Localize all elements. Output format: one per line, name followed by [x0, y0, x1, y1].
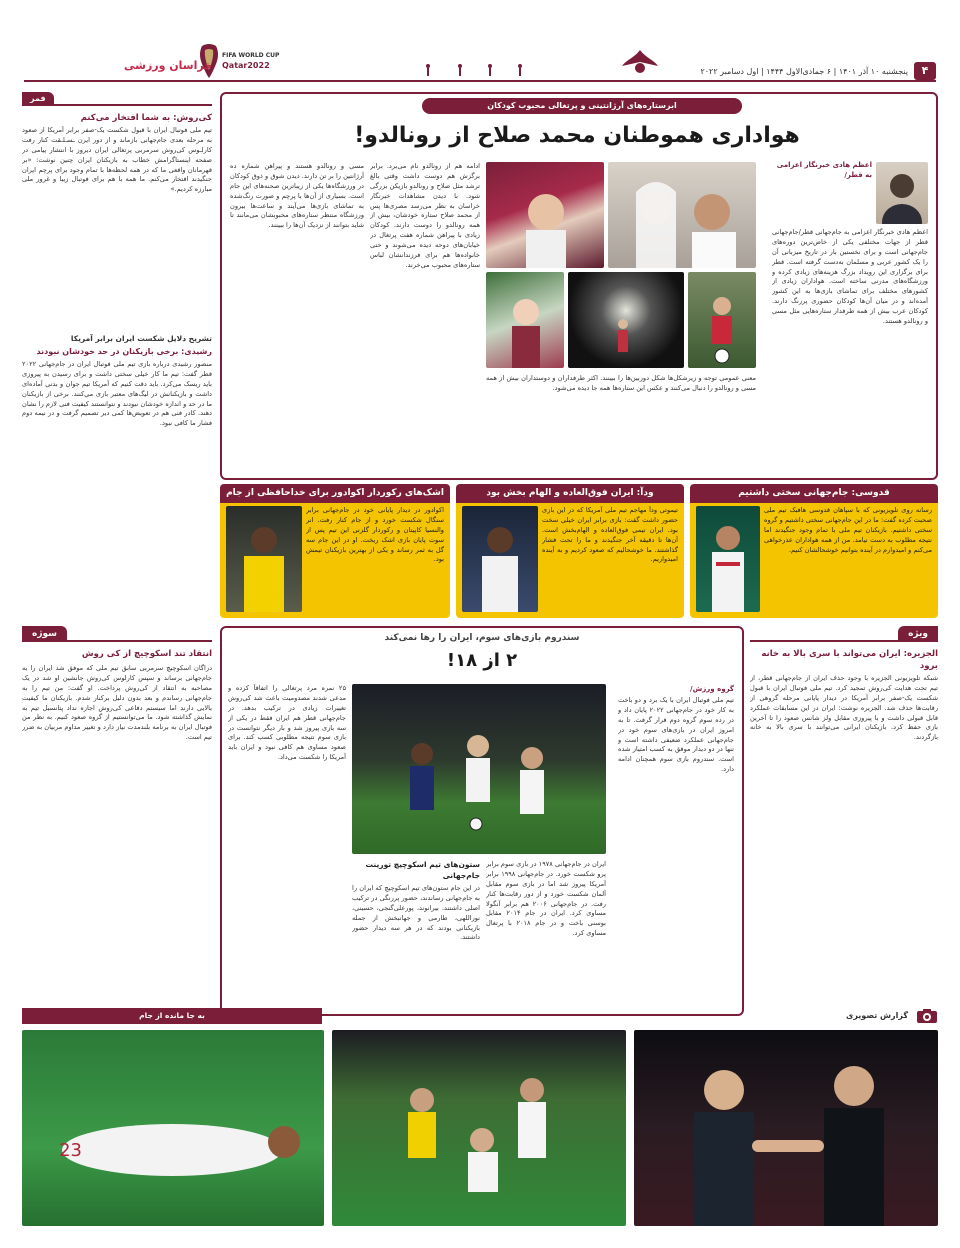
author-line: اعظم هادی خبرنگار اعزامی به قطر/	[776, 161, 872, 180]
emblem-icon	[618, 48, 662, 78]
row2-title-3: اشک‌های رکوردار اکوادور برای خداحافظی از جام	[220, 484, 450, 503]
row2-box-3	[220, 486, 450, 618]
row2-box-1	[690, 486, 938, 618]
left-top-text-1: تیم ملی فوتبال ایران با قبول شکست یک-صفر برابر آمریکا از صعود به مرحله بعدی جام‌جهانی بازماند و از دور ایرن ـسـلـقت کنار رفت کارلـوس کی‌روش سرمربی پرتغالی ایران دیروز با انتشار پیامی در صفحه اینستاگرامش خطاب به بازیکنان ایران چنین نوشت: «بر قهرمانان واقعی ما که در همه لحظه‌ها با تمام وجود برای پرچم ایران جنگیدند افتخار می‌کنم. ما همه با هم برای فوتبال زیبا و غرور ملی مبارزه کردیم.»	[22, 126, 212, 194]
author-photo	[876, 162, 928, 224]
boy-ball-photo	[688, 272, 756, 368]
camera-icon	[916, 1008, 938, 1024]
center-byline: گروه ورزش/	[690, 685, 734, 693]
date-line: پنجشنبه ۱۰ آذر ۱۴۰۱ | ۶ جمادی‌الاول ۱۴۴۴ | اول دسامبر ۲۰۲۲	[700, 67, 908, 76]
stadium-icon	[568, 272, 684, 368]
main-feature-box	[220, 92, 938, 480]
row2-title-1: قدوسی: جام‌جهانی سختی داشتیم	[690, 484, 938, 503]
right-bottom-column	[750, 626, 938, 1016]
row2-text-3: اکوادور در دیدار پایانی خود در جام‌جهانی برابر سنگال شکست خورد و از جام کنار رفت. انر والنسیا کاپیتان و رکوردار گلزنی این تیم پس از سوت پایان بازی اشک ریخت. او در این جام سه گل به ثمر رساند و یکی از بهترین بازیکنان تیمش بود.	[306, 506, 444, 564]
girl-photo	[486, 272, 564, 368]
kid-with-flag-photo	[486, 162, 604, 268]
player-lying-photo	[22, 1030, 324, 1226]
page-number-box	[914, 62, 936, 80]
main-col-right: اعظم هادی خبرنگار اعزامی به جام‌جهانی قطر/جام‌جهانی قطر از جهات مختلفی یکی از خاص‌ترین دوره‌های جام‌جهانی است و برای نخستین بار در تاریخ میزبانی آن را یک کشور عربی و مسلمان به‌دست گرفته است. قطر برای برگزاری این رویداد بزرگ هزینه‌های زیادی کرده و ورزشگاه‌های مدرنی ساخته است. هواداران زیادی از کشورهای مختلف برای تماشای بازی‌ها به این کشور آمده‌اند و در میان آن‌ها کودکان حضوری پررنگ دارند. کودکان عرب بیش از همه طرفدار ستاره‌هایی مثل مسی و رونالدو هستند.	[772, 228, 928, 326]
kid-with-flag-icon	[486, 162, 604, 268]
stadium-photo	[568, 272, 684, 368]
left-column-bottom	[22, 626, 212, 1002]
right-bottom-heading: الجزیره: ایران می‌تواند با سری بالا به خانه برود	[761, 649, 938, 672]
right-bottom-tag-bar	[750, 626, 938, 642]
player-icon	[696, 506, 760, 612]
main-col-left: مسی و رونالدو هستند و پیراهن شماره ده آرژانتین را بر تن دارند. دیدن شوق و ذوق کودکان در ورزشگاه‌ها یکی از زیباترین صحنه‌های این جام است. بسیاری از آن‌ها با پرچم و صورت رنگ‌شده به تماشای بازی‌ها می‌آیند و ساعت‌ها بیرون ورزشگاه منتظر ستاره‌های محبوبشان می‌مانند تا شاید بتوانند از نزدیک آن‌ها را ببینند.	[230, 162, 364, 230]
left-bottom-heading: انتقاد تند اسکوچیچ از کی روش	[81, 649, 212, 659]
valencia-photo	[226, 506, 302, 612]
left-top-heading-2b: رشیدی: برخی بازیکنان در حد خودشان نبودند	[36, 347, 212, 356]
right-bottom-text: شبکه تلویزیونی الجزیره با وجود حذف ایران از جام‌جهانی قطر، از تیم تحت هدایت کی‌روش تمجید کرد. تیم ملی فوتبال ایران با قبول شکست یک-صفر برابر آمریکا در دیدار پایانی مرحله گروهی از رقابت‌ها حذف شد. الجزیره نوشت: ایران در این مسابقات عملکرد قابل قبولی داشت و با پیروزی مقابل ولز شانس صعود را تا آخرین بازی حفظ کرد. بازیکنان ایرانی می‌توانند با سری بالا به خانه بازگردند.	[750, 674, 938, 742]
left-top-tag: فمر	[22, 92, 54, 106]
left-top-tag-bar	[22, 92, 212, 106]
bottom-strip-header	[22, 1006, 938, 1028]
coaches-handshake-photo	[634, 1030, 938, 1226]
player-celebrate-photo	[462, 506, 538, 612]
girl-icon	[486, 272, 564, 368]
left-bottom-tag: سوژه	[22, 626, 67, 642]
players-consoling-icon	[332, 1030, 626, 1226]
center-subhead: ستون‌های تیم اسکوچیچ تورینت جام‌جهانی	[365, 860, 480, 880]
players-consoling-photo	[332, 1030, 626, 1226]
main-col-mid: ادامه هم از رونالدو نام می‌برد. برابر برگزش هم دوست داشت وقتی بالغ ترشد مثل صلاح و رونالدو بازیکن بزرگی شود. با دیدن مشاهدات خبرنگار خراسان به نظر می‌رسد مصری‌ها پس از محمد صلاح ستاره خودشان، بیش از همه رونالدو را دوست دارند. کودکان زیادی با پیراهن شماره هفت پرتغال در خیابان‌های دوحه دیده می‌شوند و حتی خانواده‌ها هم برای فرزندانشان لباس ستاره‌های محبوب می‌خرند.	[370, 162, 480, 269]
main-col-bottom: معنی عمومی توجه و زیرشکل‌ها شکل دوربین‌ها را ببینند. اکثر طرفداران و دوستداران بیش از همه مسی و رونالدو را دنبال می‌کنند و عکس این ستاره‌ها همه جا دیده می‌شود.	[486, 374, 756, 392]
match-photo	[352, 684, 606, 854]
fifa-logo-line2: Qatar2022	[222, 61, 270, 70]
left-column-top	[22, 92, 212, 622]
center-col-1: تیم ملی فوتبال ایران با یک برد و دو باخت به کار خود در جام‌جهانی ۲۰۲۲ پایان داد و در رده سوم گروه دوم قرار گرفت. تا به امروز ایران در بازی‌های سوم خود در جام‌جهانی عملکرد ضعیفی داشته است و تنها در دو دیدار موفق به کسب امتیاز شده است. سندروم بازی سوم همچنان ادامه دارد.	[618, 696, 734, 774]
left-bottom-text: دراگان اسکوچیچ سرمربی سابق تیم ملی که موفق شد ایران را به جام‌جهانی برساند و سپس کارلوس کی‌روش جانشین او شد در یک مصاحبه به انتقاد از کی‌روش پرداخت. او گفت: من تیم را به جام‌جهانی رساندم و بعد بدون دلیل برکنار شدم. بازیکنان ما کیفیت بالایی دارند اما سیستم دفاعی کی‌روش اجازه نداد پتانسیل تیم به نمایش گذاشته شود. ما می‌توانستیم از گروه صعود کنیم. به نظر من فوتبال ایران به برنامه بلندمدت نیاز دارد و تغییر مداوم مربیان به ضرر تیم است.	[22, 664, 212, 742]
decorative-figures-icon	[420, 62, 530, 78]
row2-box-2	[456, 486, 684, 618]
author-avatar-icon	[876, 162, 928, 224]
center-kicker: سندروم بازی‌های سوم، ایران را رها نمی‌کند	[384, 633, 580, 643]
page-number: ۴	[921, 64, 929, 77]
center-col-2: ایران در جام‌جهانی ۱۹۷۸ در بازی سوم برابر پرو شکست خورد. در جام‌جهانی ۱۹۹۸ برابر آمریکا پیروز شد اما در بازی سوم مقابل آلمان شکست خورد و از دور رقابت‌ها کنار رفت. در جام‌جهانی ۲۰۰۶ هم برابر آنگولا مساوی کرد. ایران در جام ۲۰۱۴ مقابل بوسنی باخت و در جام ۲۰۱۸ با پرتغال مساوی کرد.	[486, 860, 606, 938]
left-top-heading-2: تشریح دلایل شکست ایران برابر آمریکا	[70, 334, 212, 343]
player-lying-icon	[22, 1030, 324, 1226]
bottom-strip-left-label: به جا مانده از جام	[139, 1011, 205, 1020]
valencia-icon	[226, 506, 302, 612]
center-col-3: ۲۵ نمره مرد پرتغالی را اتفاقاً کرده و مدعی شدند مصدومیت باعث شد کی‌روش تغییرات زیادی در ترکیب بدهد. در جام‌جهانی قطر هم ایران فقط در یکی از سه بازی پیروز شد و بار دیگر نتوانست در بازی سوم نتیجه مطلوبی کسب کند. برای صعود مساوی هم کافی نبود و ایران باید آمریکا را شکست می‌داد.	[228, 684, 346, 762]
right-bottom-tag: ویژه	[898, 626, 938, 642]
center-bottom-story	[220, 626, 744, 1016]
center-col-4: در این جام ستون‌های تیم اسکوچیچ که ایران را به جام‌جهانی رساندند، حضور پررنگی در ترکیب اصلی داشتند. بیرانوند، پورعلی‌گنجی، حسینی، نوراللهی، طارمی و جهانبخش از جمله بازیکنانی بودند که در هر سه دیدار حضور داشتند.	[352, 884, 480, 942]
fifa-logo-line1: FIFA WORLD CUP	[222, 52, 280, 59]
left-bottom-tag-bar	[22, 626, 212, 642]
player-celebrate-icon	[462, 506, 538, 612]
row2-title-2: ودآ: ایران فوق‌العاده و الهام بخش بود	[456, 484, 684, 503]
left-top-heading-1: کی‌روش: به شما افتخار می‌کنم	[80, 113, 212, 123]
player-photo	[696, 506, 760, 612]
coaches-handshake-icon	[634, 1030, 938, 1226]
paper-logo: خراسان ورزشی	[124, 59, 213, 72]
bottom-strip-right-label: گزارش تصویری	[845, 1011, 908, 1020]
family-icon	[608, 162, 756, 268]
boy-ball-icon	[688, 272, 756, 368]
left-top-text-2: منصور رشیدی درباره بازی تیم ملی فوتبال ایران در جام‌جهانی ۲۰۲۲ قطر گفت: تیم ما کار خیلی سختی داشت و برای رسیدن به پیروزی باید ریسک می‌کرد. باید دقت کنیم که آمریکا تیم جوان و بدنی آماده‌ای داشت و بازیکنانش در لیگ‌های معتبر بازی می‌کنند. برخی از بازیکنان ما در حد و اندازه خودشان نبودند و نتوانستند کیفیت فنی لازم را نشان دهند. کادر فنی هم در تعویض‌ها کمی دیر تصمیم گرفت و در نیمه دوم فشار ما کافی نبود.	[22, 360, 212, 428]
header-bar	[0, 0, 960, 84]
row2-text-1: رسانه روی تلویزیونی که با سپاهان قدوسی هافبک تیم ملی صحبت کرده گفت: ما در این جام‌جهانی سختی داشتیم و گروه سختی داشتیم. بازیکنان تیم ملی با تمام وجود جنگیدند اما نتیجه مطلوب به دست نیامد. من از همه هواداران عذرخواهی می‌کنم و امیدوارم در آینده بتوانیم خوشحالشان کنیم.	[764, 506, 932, 554]
main-headline: هواداری هموطنان محمد صلاح از رونالدو!	[354, 123, 800, 148]
main-kicker: ابرستاره‌های آرژانتینی و پرتغالی محبوب کودکان	[422, 98, 742, 114]
svg-text:23: 23	[59, 1140, 82, 1161]
row2-text-2: تیموتی ودآ مهاجم تیم ملی آمریکا که در این بازی حضور داشت گفت: بازی برابر ایران خیلی سخت بود. ایران تیمی فوق‌العاده و الهام‌بخش است. آن‌ها تا دقیقه آخر جنگیدند و ما را تحت فشار گذاشتند. ما خوشحالیم که صعود کردیم و به آینده امیدواریم.	[542, 506, 678, 564]
header-rule	[24, 80, 936, 82]
match-icon	[352, 684, 606, 854]
family-photo	[608, 162, 756, 268]
center-headline: ۲ از ۱۸!	[446, 650, 518, 671]
